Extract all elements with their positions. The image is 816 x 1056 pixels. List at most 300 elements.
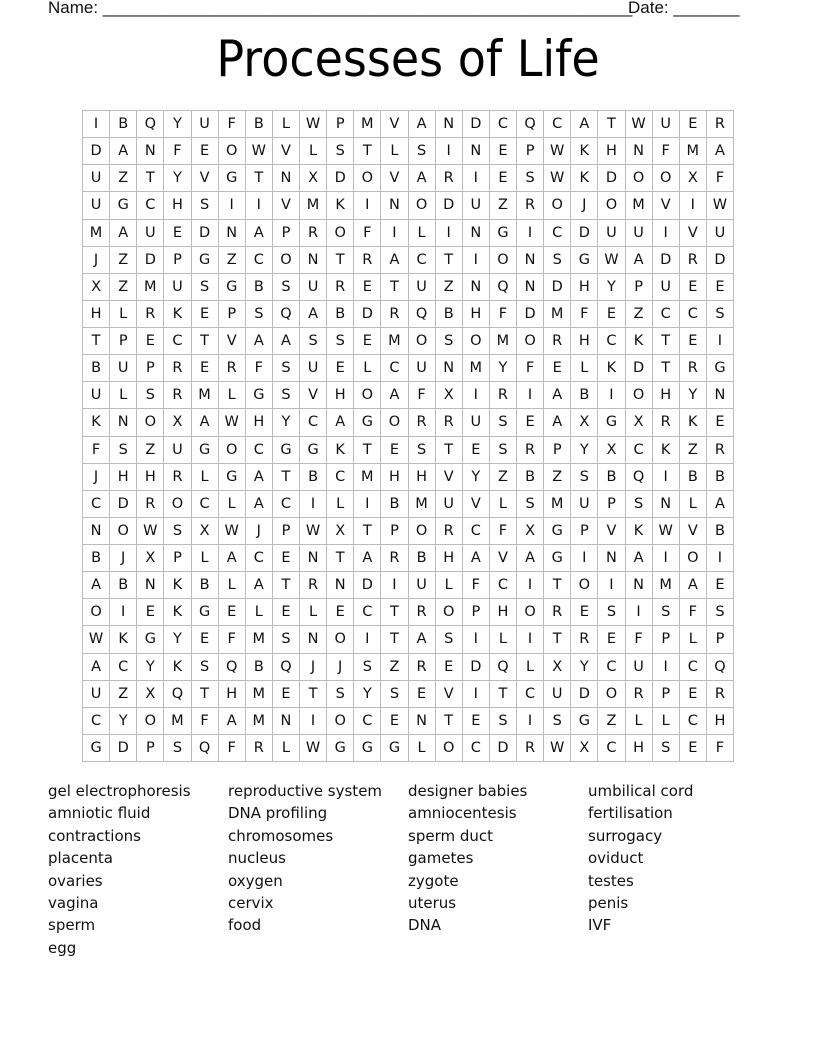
grid-cell: G	[354, 409, 381, 436]
grid-cell: M	[354, 464, 381, 491]
grid-cell: H	[598, 138, 625, 165]
grid-cell: Z	[110, 681, 137, 708]
grid-cell: V	[436, 681, 463, 708]
grid-cell: D	[571, 220, 598, 247]
grid-cell: V	[192, 165, 219, 192]
grid-cell: Z	[598, 708, 625, 735]
grid-cell: X	[83, 274, 110, 301]
word-bank-item: nucleus	[228, 849, 286, 868]
grid-cell: E	[219, 599, 246, 626]
grid-cell: O	[381, 409, 408, 436]
grid-cell: R	[436, 409, 463, 436]
grid-cell: F	[653, 138, 680, 165]
grid-cell: R	[164, 464, 191, 491]
grid-cell: H	[436, 545, 463, 572]
grid-cell: Q	[517, 111, 544, 138]
grid-cell: P	[137, 355, 164, 382]
word-bank-item: gametes	[408, 849, 474, 868]
grid-cell: B	[110, 572, 137, 599]
grid-cell: B	[598, 464, 625, 491]
grid-cell: F	[354, 220, 381, 247]
grid-cell: A	[300, 301, 327, 328]
grid-cell: A	[544, 382, 571, 409]
grid-cell: I	[707, 545, 734, 572]
grid-cell: H	[463, 301, 490, 328]
grid-cell: W	[598, 247, 625, 274]
grid-cell: S	[273, 626, 300, 653]
grid-cell: T	[327, 247, 354, 274]
grid-cell: Q	[219, 654, 246, 681]
grid-cell: D	[463, 111, 490, 138]
grid-cell: K	[571, 138, 598, 165]
grid-cell: C	[598, 735, 625, 762]
grid-cell: N	[300, 545, 327, 572]
grid-cell: C	[273, 491, 300, 518]
word-bank	[48, 780, 788, 959]
grid-cell: W	[83, 626, 110, 653]
grid-cell: N	[300, 626, 327, 653]
grid-cell: E	[354, 274, 381, 301]
grid-cell: K	[327, 437, 354, 464]
grid-cell: N	[626, 138, 653, 165]
grid-cell: E	[273, 599, 300, 626]
grid-cell: N	[137, 572, 164, 599]
grid-cell: F	[83, 437, 110, 464]
grid-cell: R	[300, 572, 327, 599]
grid-cell: E	[192, 138, 219, 165]
word-bank-column	[408, 780, 588, 959]
grid-cell: G	[381, 735, 408, 762]
grid-cell: I	[463, 165, 490, 192]
grid-cell: S	[110, 437, 137, 464]
word-bank-item: vagina	[48, 894, 99, 913]
grid-cell: E	[571, 599, 598, 626]
grid-cell: C	[246, 247, 273, 274]
grid-cell: V	[653, 192, 680, 219]
grid-cell: I	[246, 192, 273, 219]
grid-cell: P	[463, 599, 490, 626]
grid-cell: K	[653, 437, 680, 464]
grid-cell: S	[327, 328, 354, 355]
grid-cell: C	[192, 491, 219, 518]
grid-cell: T	[381, 274, 408, 301]
grid-cell: R	[327, 274, 354, 301]
grid-cell: O	[354, 382, 381, 409]
grid-cell: F	[219, 735, 246, 762]
grid-cell: A	[110, 138, 137, 165]
grid-cell: I	[354, 192, 381, 219]
grid-cell: U	[83, 192, 110, 219]
grid-cell: B	[707, 518, 734, 545]
grid-cell: Y	[273, 409, 300, 436]
grid-cell: R	[517, 735, 544, 762]
grid-cell: S	[544, 708, 571, 735]
grid-cell: O	[680, 545, 707, 572]
grid-cell: T	[273, 464, 300, 491]
grid-cell: I	[517, 572, 544, 599]
grid-cell: U	[653, 111, 680, 138]
grid-cell: L	[110, 382, 137, 409]
grid-cell: S	[490, 708, 517, 735]
grid-cell: T	[354, 138, 381, 165]
grid-cell: I	[83, 111, 110, 138]
grid-cell: E	[490, 165, 517, 192]
grid-cell: X	[300, 165, 327, 192]
grid-cell: N	[300, 247, 327, 274]
grid-cell: E	[598, 301, 625, 328]
grid-cell: D	[653, 247, 680, 274]
grid-cell: V	[680, 220, 707, 247]
grid-cell: C	[354, 708, 381, 735]
grid-cell: W	[300, 111, 327, 138]
grid-cell: S	[490, 437, 517, 464]
grid-cell: L	[436, 572, 463, 599]
grid-cell: T	[192, 681, 219, 708]
grid-cell: G	[219, 165, 246, 192]
word-bank-item: oxygen	[228, 871, 283, 890]
word-bank-item: oviduct	[588, 849, 644, 868]
word-bank-column	[228, 780, 408, 959]
grid-cell: J	[327, 654, 354, 681]
grid-cell: E	[707, 572, 734, 599]
grid-cell: J	[83, 464, 110, 491]
grid-cell: U	[598, 220, 625, 247]
grid-cell: G	[83, 735, 110, 762]
grid-cell: L	[626, 708, 653, 735]
grid-cell: I	[219, 192, 246, 219]
grid-cell: W	[219, 518, 246, 545]
grid-cell: N	[219, 220, 246, 247]
word-bank-item: amniocentesis	[408, 804, 517, 823]
grid-cell: L	[246, 599, 273, 626]
grid-cell: S	[354, 654, 381, 681]
grid-cell: I	[653, 654, 680, 681]
grid-cell: N	[517, 247, 544, 274]
grid-cell: S	[707, 301, 734, 328]
grid-cell: T	[381, 626, 408, 653]
grid-cell: M	[83, 220, 110, 247]
grid-cell: A	[626, 545, 653, 572]
grid-cell: C	[598, 328, 625, 355]
grid-cell: Q	[137, 111, 164, 138]
grid-cell: B	[327, 301, 354, 328]
grid-cell: E	[273, 681, 300, 708]
grid-cell: T	[192, 328, 219, 355]
grid-cell: A	[246, 572, 273, 599]
grid-cell: C	[110, 654, 137, 681]
grid-cell: T	[137, 165, 164, 192]
grid-cell: J	[246, 518, 273, 545]
word-bank-item: umbilical cord	[588, 782, 694, 800]
grid-cell: U	[653, 274, 680, 301]
grid-cell: F	[219, 111, 246, 138]
grid-cell: U	[409, 572, 436, 599]
grid-cell: G	[571, 247, 598, 274]
grid-cell: B	[192, 572, 219, 599]
grid-cell: E	[680, 274, 707, 301]
grid-cell: F	[680, 599, 707, 626]
grid-cell: R	[354, 247, 381, 274]
grid-cell: T	[490, 681, 517, 708]
grid-cell: R	[653, 409, 680, 436]
grid-cell: F	[219, 626, 246, 653]
grid-cell: R	[517, 437, 544, 464]
grid-cell: N	[137, 138, 164, 165]
grid-cell: A	[354, 545, 381, 572]
grid-cell: K	[626, 328, 653, 355]
grid-cell: D	[571, 681, 598, 708]
grid-cell: S	[409, 138, 436, 165]
grid-cell: Q	[490, 654, 517, 681]
grid-cell: R	[137, 301, 164, 328]
grid-cell: I	[463, 247, 490, 274]
grid-cell: S	[273, 382, 300, 409]
word-bank-item: penis	[588, 894, 629, 913]
grid-cell: S	[626, 491, 653, 518]
grid-cell: S	[164, 518, 191, 545]
grid-cell: S	[598, 599, 625, 626]
grid-cell: K	[164, 301, 191, 328]
grid-cell: J	[571, 192, 598, 219]
grid-cell: R	[381, 545, 408, 572]
grid-cell: Z	[490, 192, 517, 219]
grid-cell: I	[707, 328, 734, 355]
grid-cell: P	[517, 138, 544, 165]
grid-cell: W	[300, 518, 327, 545]
grid-cell: N	[517, 274, 544, 301]
grid-cell: H	[137, 464, 164, 491]
grid-cell: O	[409, 518, 436, 545]
grid-cell: O	[598, 192, 625, 219]
grid-cell: U	[463, 192, 490, 219]
grid-cell: L	[300, 138, 327, 165]
grid-cell: M	[490, 328, 517, 355]
grid-cell: O	[409, 328, 436, 355]
grid-cell: A	[246, 328, 273, 355]
word-bank-item: reproductive system	[228, 782, 383, 800]
grid-cell: S	[653, 599, 680, 626]
grid-cell: Y	[137, 654, 164, 681]
grid-cell: R	[490, 382, 517, 409]
grid-cell: V	[273, 138, 300, 165]
grid-cell: X	[571, 735, 598, 762]
grid-cell: I	[436, 220, 463, 247]
grid-cell: X	[137, 545, 164, 572]
grid-cell: D	[463, 654, 490, 681]
grid-cell: R	[381, 301, 408, 328]
grid-cell: R	[544, 328, 571, 355]
grid-cell: I	[463, 681, 490, 708]
grid-cell: X	[327, 518, 354, 545]
word-bank-item: gel electrophoresis	[48, 782, 191, 800]
grid-cell: Y	[571, 437, 598, 464]
grid-cell: E	[680, 111, 707, 138]
grid-cell: S	[381, 681, 408, 708]
grid-cell: X	[571, 409, 598, 436]
grid-cell: B	[381, 491, 408, 518]
grid-cell: D	[192, 220, 219, 247]
word-bank-item: sperm	[48, 916, 96, 935]
grid-cell: R	[246, 735, 273, 762]
grid-cell: N	[707, 382, 734, 409]
grid-cell: H	[246, 409, 273, 436]
grid-cell: I	[517, 708, 544, 735]
grid-cell: A	[409, 626, 436, 653]
grid-cell: L	[490, 491, 517, 518]
grid-cell: D	[110, 735, 137, 762]
grid-cell: R	[436, 165, 463, 192]
grid-cell: H	[707, 708, 734, 735]
grid-cell: C	[409, 247, 436, 274]
grid-cell: D	[83, 138, 110, 165]
grid-cell: T	[246, 165, 273, 192]
grid-cell: B	[409, 545, 436, 572]
grid-cell: E	[680, 328, 707, 355]
grid-cell: Z	[436, 274, 463, 301]
grid-cell: L	[653, 708, 680, 735]
grid-cell: Y	[354, 681, 381, 708]
grid-cell: C	[463, 735, 490, 762]
grid-cell: S	[544, 247, 571, 274]
word-search-grid	[82, 110, 734, 762]
grid-cell: N	[436, 355, 463, 382]
grid-cell: T	[381, 599, 408, 626]
grid-cell: G	[544, 518, 571, 545]
grid-cell: C	[246, 545, 273, 572]
grid-cell: M	[246, 708, 273, 735]
word-bank-item: placenta	[48, 849, 113, 868]
grid-cell: T	[653, 328, 680, 355]
grid-cell: L	[219, 491, 246, 518]
grid-cell: A	[273, 328, 300, 355]
grid-cell: G	[110, 192, 137, 219]
page-title: Processes of Life	[216, 30, 600, 88]
grid-cell: O	[137, 409, 164, 436]
grid-cell: R	[409, 409, 436, 436]
grid-cell: L	[273, 111, 300, 138]
word-bank-column	[48, 780, 228, 959]
grid-cell: C	[517, 681, 544, 708]
grid-cell: N	[463, 274, 490, 301]
grid-cell: H	[571, 328, 598, 355]
grid-cell: L	[219, 382, 246, 409]
grid-cell: Q	[192, 735, 219, 762]
grid-cell: O	[490, 247, 517, 274]
grid-cell: Q	[707, 654, 734, 681]
grid-cell: C	[300, 409, 327, 436]
grid-cell: P	[653, 681, 680, 708]
grid-cell: A	[192, 409, 219, 436]
grid-cell: F	[192, 708, 219, 735]
grid-cell: T	[653, 355, 680, 382]
grid-cell: N	[463, 138, 490, 165]
grid-cell: O	[110, 518, 137, 545]
grid-cell: D	[517, 301, 544, 328]
grid-cell: R	[680, 355, 707, 382]
grid-cell: F	[490, 301, 517, 328]
grid-cell: O	[626, 382, 653, 409]
grid-cell: O	[598, 681, 625, 708]
grid-cell: B	[83, 545, 110, 572]
grid-cell: E	[409, 681, 436, 708]
grid-cell: L	[680, 491, 707, 518]
grid-cell: T	[300, 681, 327, 708]
grid-cell: E	[192, 355, 219, 382]
grid-cell: E	[137, 328, 164, 355]
grid-cell: E	[680, 681, 707, 708]
grid-cell: T	[544, 626, 571, 653]
grid-cell: T	[327, 545, 354, 572]
grid-cell: F	[409, 382, 436, 409]
grid-cell: B	[707, 464, 734, 491]
grid-cell: O	[137, 708, 164, 735]
grid-cell: K	[164, 572, 191, 599]
grid-cell: X	[626, 409, 653, 436]
grid-cell: P	[164, 545, 191, 572]
grid-cell: N	[626, 572, 653, 599]
grid-cell: E	[192, 626, 219, 653]
grid-cell: E	[381, 437, 408, 464]
grid-cell: F	[626, 626, 653, 653]
grid-cell: R	[680, 247, 707, 274]
grid-cell: Z	[626, 301, 653, 328]
word-bank-item: food	[228, 916, 262, 935]
grid-cell: C	[653, 301, 680, 328]
grid-cell: K	[571, 165, 598, 192]
grid-cell: M	[246, 681, 273, 708]
grid-cell: I	[680, 192, 707, 219]
grid-cell: R	[137, 491, 164, 518]
grid-cell: W	[137, 518, 164, 545]
grid-cell: A	[463, 545, 490, 572]
grid-cell: S	[436, 328, 463, 355]
grid-cell: C	[381, 355, 408, 382]
grid-cell: W	[219, 409, 246, 436]
grid-cell: A	[219, 708, 246, 735]
grid-cell: M	[544, 301, 571, 328]
date-field-label: Date: _______	[628, 0, 740, 17]
grid-cell: V	[463, 491, 490, 518]
grid-cell: C	[327, 464, 354, 491]
grid-cell: G	[219, 274, 246, 301]
grid-cell: S	[517, 165, 544, 192]
grid-cell: V	[680, 518, 707, 545]
grid-cell: Q	[626, 464, 653, 491]
grid-cell: Z	[381, 654, 408, 681]
grid-cell: H	[110, 464, 137, 491]
grid-cell: X	[598, 437, 625, 464]
grid-cell: L	[273, 735, 300, 762]
grid-cell: I	[300, 708, 327, 735]
grid-cell: S	[653, 735, 680, 762]
grid-cell: C	[83, 708, 110, 735]
grid-cell: E	[680, 735, 707, 762]
grid-cell: P	[327, 111, 354, 138]
grid-cell: E	[707, 274, 734, 301]
grid-cell: S	[192, 274, 219, 301]
grid-cell: B	[300, 464, 327, 491]
grid-cell: W	[653, 518, 680, 545]
grid-cell: C	[598, 654, 625, 681]
grid-cell: Y	[110, 708, 137, 735]
word-bank-item: sperm duct	[408, 826, 494, 845]
word-bank-item: IVF	[588, 916, 612, 935]
grid-cell: G	[490, 220, 517, 247]
grid-cell: M	[381, 328, 408, 355]
grid-cell: P	[219, 301, 246, 328]
grid-cell: V	[273, 192, 300, 219]
grid-cell: O	[436, 735, 463, 762]
